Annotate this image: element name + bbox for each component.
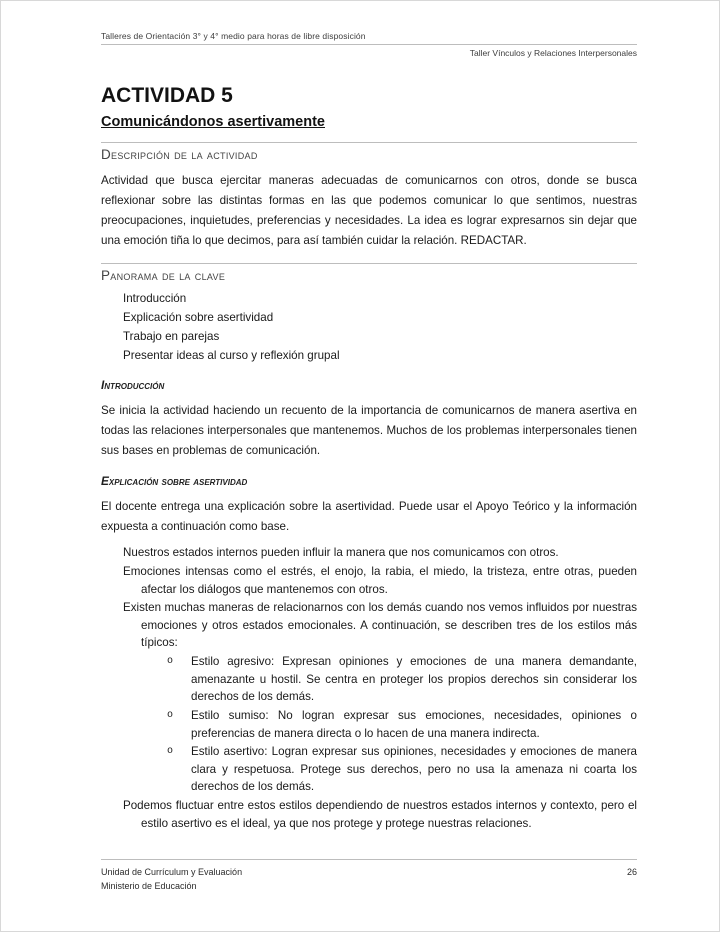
header-course-title: Talleres de Orientación 3° y 4° medio para horas de libre disposición [101, 31, 366, 41]
introduccion-paragraph: Se inicia la actividad haciendo un recuento de la importancia de comunicarnos de manera asertiva en todas las relaciones interpersonales que mantenemos. Muchos de los problemas interpersonales tienen sus bases en problemas de comunicación. [101, 403, 637, 457]
section-heading-panorama: Panorama de la clave [101, 263, 637, 283]
sub-bullet-item [101, 653, 637, 706]
section-introduccion [101, 378, 637, 461]
outline-item: Trabajo en parejas [123, 329, 220, 343]
class-outline-list [101, 289, 637, 365]
section-heading-descripcion: Descripción de la actividad [101, 142, 637, 162]
sub-bullet-text: Estilo asertivo: Logran expresar sus opiniones, necesidades y emociones de manera clara y respetuosa. Protege sus derechos, pero no usa la amenaza ni coarta los derechos de los demás. [191, 745, 637, 794]
activity-subtitle: Comunicándonos asertivamente [101, 114, 325, 130]
bullet-item: Emociones intensas como el estrés, el enojo, la rabia, el miedo, la tristeza, entre otras, pueden afectar los diálogos que mantenemos con otros. [123, 565, 637, 596]
page-header [101, 31, 637, 58]
header-workshop-title: Taller Vínculos y Relaciones Interpersonales [469, 48, 637, 58]
bullet-item: Nuestros estados internos pueden influir la manera que nos comunicamos con otros. [123, 546, 559, 560]
subsection-heading-introduccion: Introducción [101, 377, 165, 392]
section-descripcion [101, 142, 637, 251]
page-number: 26 [626, 867, 637, 877]
activity-title: ACTIVIDAD 5 [101, 84, 233, 107]
outline-item: Introducción [123, 291, 187, 305]
sub-bullet-marker: o [167, 709, 174, 721]
sub-bullet-marker: o [167, 656, 174, 668]
descripcion-paragraph: Actividad que busca ejercitar maneras adecuadas de comunicarnos con otros, donde se busca reflexionar sobre las distintas formas en las que podemos comunicar lo que sentimos, nuestras preocupaciones, inquietudes, preferencias y necesidades. La idea es lograr expresarnos sin dejar que una emoción tiña lo que decimos, para así también cuidar la relación. REDACTAR. [101, 174, 637, 247]
sub-bullet-item [101, 707, 637, 742]
outline-item: Explicación sobre asertividad [123, 310, 274, 324]
header-divider [101, 44, 637, 45]
sub-bullet-marker: o [167, 746, 174, 758]
footer-org-block [101, 866, 242, 894]
section-explicacion [101, 474, 637, 833]
sub-bullet-item [101, 743, 637, 796]
page-footer [101, 859, 637, 894]
bullet-item: Existen muchas maneras de relacionarnos con los demás cuando nos vemos influidos por nuestras emociones y otros estados emocionales. A continuación, se describen tres de los estilos más típicos: [123, 601, 637, 650]
sub-bullet-text: Estilo agresivo: Expresan opiniones y emociones de una manera demandante, amenazante u hostil. Se centra en proteger los propios derechos sin considerar los derechos de los demás. [191, 655, 637, 704]
section-panorama [101, 263, 637, 365]
explicacion-paragraph: El docente entrega una explicación sobre la asertividad. Puede usar el Apoyo Teórico y la información expuesta a continuación como base. [101, 499, 637, 533]
footer-unit-name: Unidad de Currículum y Evaluación [101, 867, 243, 877]
outline-item: Presentar ideas al curso y reflexión grupal [123, 348, 340, 362]
sub-bullet-text: Estilo sumiso: No logran expresar sus emociones, necesidades, opiniones o preferencias de manera directa o lo hacen de una manera indirecta. [191, 708, 637, 740]
asertividad-bullet-list [101, 544, 637, 832]
subsection-heading-explicacion: Explicación sobre asertividad [101, 473, 248, 488]
bullet-item: Podemos fluctuar entre estos estilos dependiendo de nuestros estados internos y contexto, pero el estilo asertivo es el ideal, ya que nos protege y protege nuestras relaciones. [123, 798, 637, 830]
footer-ministry-name: Ministerio de Educación [101, 880, 197, 891]
